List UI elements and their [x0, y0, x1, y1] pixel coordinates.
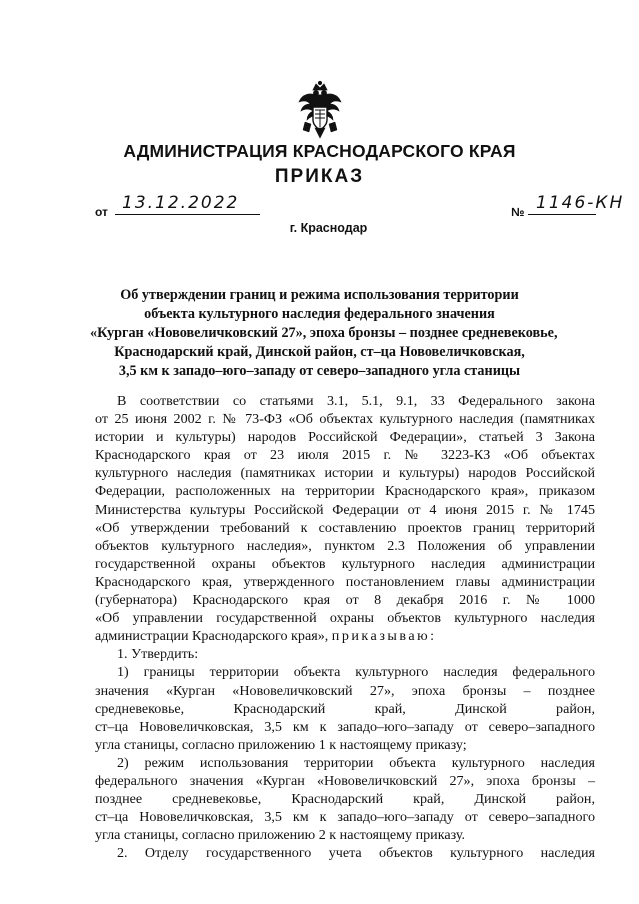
organization-name: АДМИНИСТРАЦИЯ КРАСНОДАРСКОГО КРАЯ	[123, 141, 516, 161]
date-label: от	[95, 205, 108, 219]
item-1-2-line: позднее средневековье, Краснодарский край, Динской район,	[95, 791, 595, 808]
item-1-1-line: угла станицы, согласно приложению 1 к настоящему приказу;	[95, 736, 467, 753]
document-body	[95, 392, 595, 862]
document-title	[90, 286, 558, 381]
title-line: Краснодарский край, Динской район, ст–ца Нововеличковская,	[114, 344, 525, 360]
body-line: «Об утверждении требований к составлению проектов границ территорий	[95, 519, 595, 536]
number-underline	[528, 214, 596, 215]
body-line: В соответствии со статьями 3.1, 5.1, 9.1, 33 Федерального закона	[117, 393, 595, 409]
body-line: объектов культурного наследия», пунктом 2.3 Положения об управлении	[95, 537, 595, 554]
title-line: «Курган «Нововеличковский 27», эпоха бронзы – позднее средневековье,	[90, 325, 558, 341]
document-type: ПРИКАЗ	[274, 166, 365, 187]
item-1-2-line: 2) режим использования территории объекта культурного наследия	[117, 754, 595, 771]
title-line: Об утверждении границ и режима использования территории	[120, 287, 519, 303]
ordering-word: приказываю:	[331, 628, 437, 645]
item-1-heading: 1. Утвердить:	[117, 646, 199, 663]
body-line: от 25 июня 2002 г. № 73-ФЗ «Об объектах культурного наследия (памятниках	[95, 411, 595, 428]
body-line: культурного наследия (памятниках истории и культуры) народов Российской	[95, 465, 595, 482]
item-1-2-line: угла станицы, согласно приложению 2 к настоящему приказу.	[95, 827, 466, 844]
number-label: №	[511, 205, 525, 219]
item-1-1-line: средневековье, Краснодарский край, Динской район,	[95, 700, 595, 717]
body-line-ordering	[95, 627, 595, 645]
city-name: г. Краснодар	[289, 221, 368, 235]
title-line: 3,5 км к западо–юго–западу от северо–западного угла станицы	[118, 363, 521, 379]
item-1-1-line: ст–ца Нововеличковская, 3,5 км к западо–юго–западу от северо–западного	[95, 718, 595, 735]
item-2-line: 2. Отделу государственного учета объектов культурного наследия	[117, 845, 595, 862]
ordering-prefix: администрации Краснодарского края»,	[95, 628, 329, 645]
body-line: «Об управлении государственной охраны объектов культурного наследия	[95, 610, 595, 627]
title-line: объекта культурного наследия федерального значения	[144, 306, 495, 322]
date-underline	[115, 214, 260, 215]
body-line: истории и культуры) народов Российской Федерации», статьей 3 Закона	[95, 429, 595, 446]
body-line: Краснодарского края, утвержденного постановлением главы администрации	[95, 573, 595, 590]
body-line: Краснодарского края от 23 июля 2015 г. № 3223-КЗ «Об объектах	[95, 447, 595, 464]
body-line: государственной охраны объектов культурного наследия администрации	[95, 555, 595, 572]
number-value: 1146-КН	[536, 193, 625, 213]
item-1-1-line: значения «Курган «Нововеличковский 27», эпоха бронзы – позднее	[95, 682, 595, 699]
body-line: Министерства культуры Российской Федерации от 4 июня 2015 г. № 1745	[95, 501, 595, 518]
item-1-1-line: 1) границы территории объекта культурного наследия федерального	[117, 664, 595, 681]
item-1-2-line: федерального значения «Курган «Нововеличковский 27», эпоха бронзы –	[95, 772, 595, 789]
krasnodar-coat-of-arms-icon	[296, 80, 344, 140]
body-line: (губернатора) Краснодарского края от 8 декабря 2016 г. № 1000	[95, 592, 595, 609]
date-value: 13.12.2022	[122, 193, 240, 213]
body-line: Федерации, расположенных на территории Краснодарского края», приказом	[95, 483, 595, 500]
item-1-2-line: ст–ца Нововеличковская, 3,5 км к западо–юго–западу от северо–западного	[95, 809, 595, 826]
